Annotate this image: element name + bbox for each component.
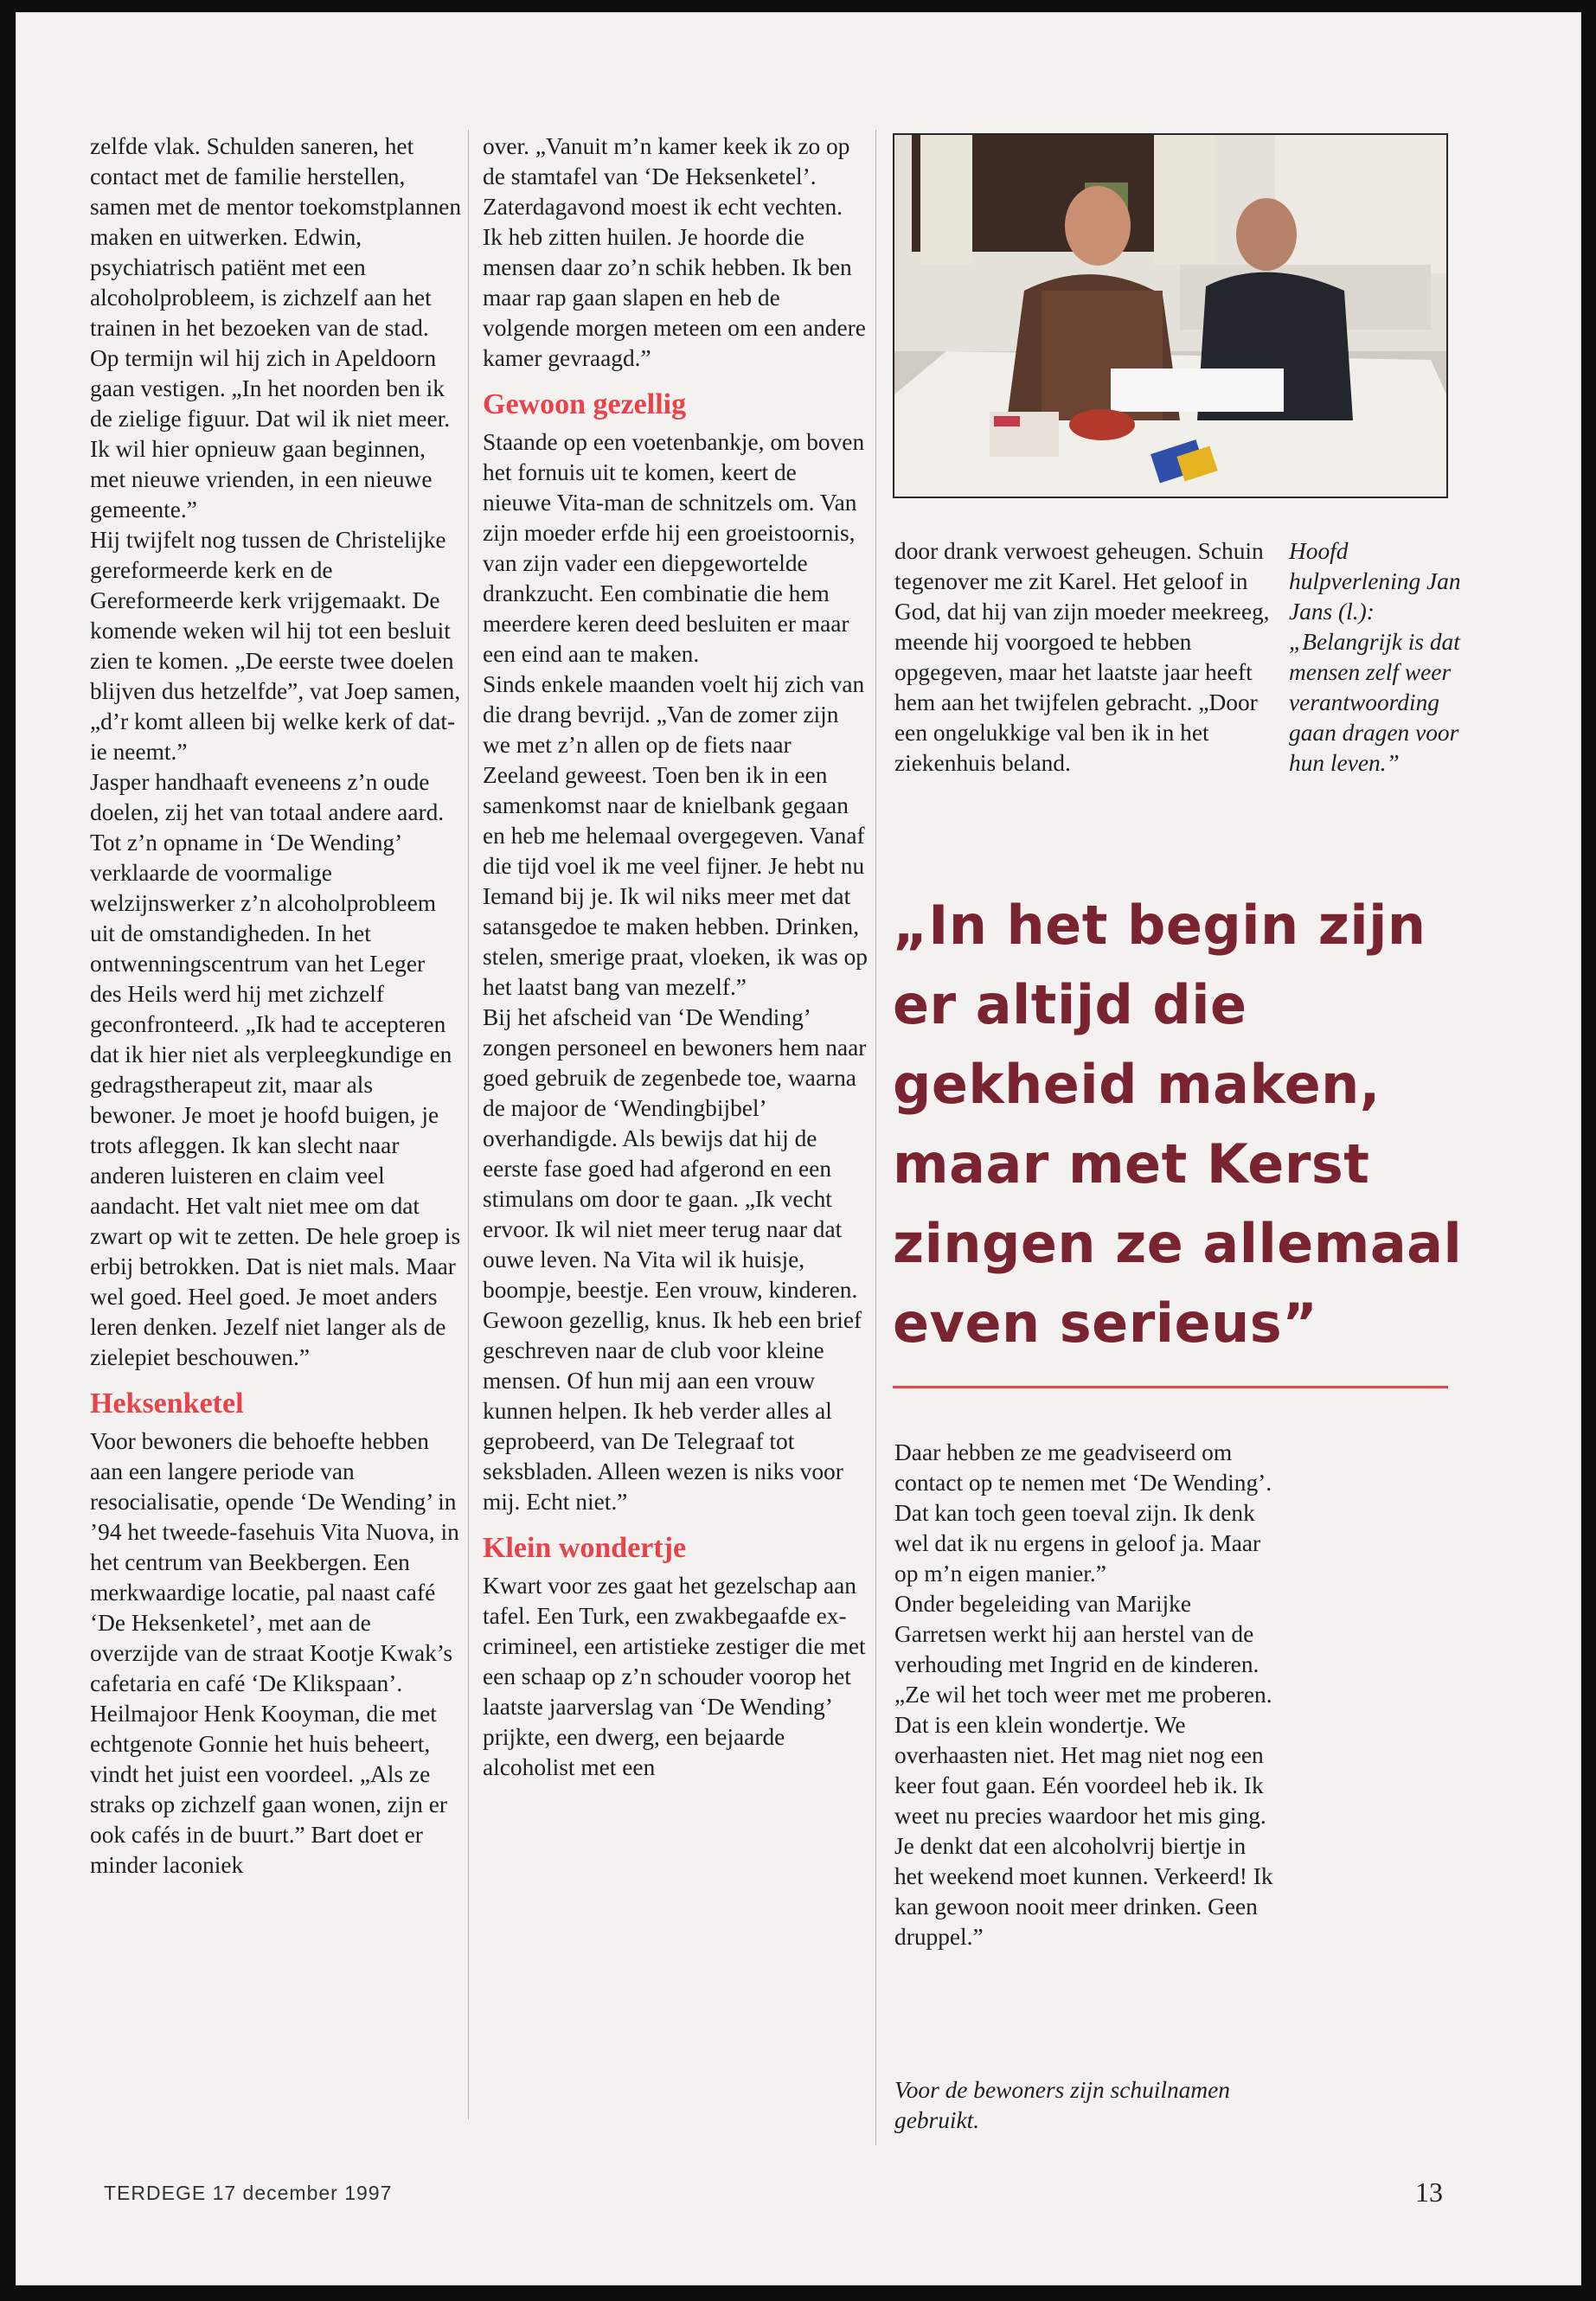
column-divider bbox=[468, 130, 469, 2119]
paragraph: Onder begeleiding van Marijke Garretsen werkt hij aan herstel van de verhouding met Ingrid en de kinderen. „Ze wil het toch weer met me proberen. Dat is een klein wondertje. We overhaasten niet. Het mag niet nog een keer fout gaan. Eén voordeel heb ik. Ik weet nu precies waardoor het mis ging. Je denkt dat een alcoholvrij biertje in het weekend moet kunnen. Verkeerd! Ik kan gewoon nooit meer drinken. Geen druppel.” bbox=[894, 1591, 1273, 1950]
paragraph: Jasper handhaaft eveneens z’n oude doelen, zij het van totaal andere aard. Tot z’n opname in ‘De Wending’ verklaarde de voormalige welzijnswerker z’n alcoholprobleem uit de omstandigheden. In het ontwenningscentrum van het Leger des Heils werd hij met zichzelf geconfronteerd. „Ik had te accepteren dat ik hier niet als verpleegkundige en gedragstherapeut zit, maar als bewoner. Je moet je hoofd buigen, je trots afleggen. Ik kan slecht naar anderen luisteren en claim veel aandacht. Het valt niet mee om dat zwart op wit te zetten. De hele groep is erbij betrokken. Dat is niet mals. Maar wel goed. Heel goed. Je moet anders leren denken. Jezelf niet langer als de zielepiet beschouwen.” bbox=[90, 769, 461, 1370]
article-column-1 bbox=[90, 131, 462, 1881]
section-heading-heksenketel: Heksenketel bbox=[90, 1388, 244, 1420]
pseudonym-note: Voor de bewoners zijn schuilnamen gebruikt. bbox=[894, 2077, 1231, 2133]
paragraph: door drank verwoest geheugen. Schuin tegenover me zit Karel. Het geloof in God, dat hij van zijn moeder meekreeg, meende hij voorgoed te hebben opgegeven, maar het laatste jaar heeft hem aan het twijfelen gebracht. „Door een ongelukkige val ben ik in het ziekenhuis beland. bbox=[894, 538, 1270, 776]
paragraph: over. „Vanuit m’n kamer keek ik zo op de stamtafel van ‘De Heksenketel’. Zaterdagavond moest ik echt vechten. Ik heb zitten huilen. Je hoorde die mensen daar zo’n schik hebben. Ik ben maar rap gaan slapen en heb de volgende morgen meteen om een andere kamer gevraagd.” bbox=[483, 133, 866, 371]
paragraph: Bij het afscheid van ‘De Wending’ zongen personeel en bewoners hem naar goed gebruik de zegenbede toe, waarna de majoor de ‘Wendingbijbel’ overhandigde. Als bewijs dat hij de eerste fase goed had afgerond en een stimulans om door te gaan. „Ik vecht ervoor. Ik wil niet meer terug naar dat ouwe leven. Na Vita wil ik huisje, boompje, beestje. Een vrouw, kinderen. Gewoon gezellig, knus. Ik heb een brief geschreven naar de club voor kleine mensen. Of hun mij aan een vrouw kunnen helpen. Ik heb verder alles al geprobeerd, van De Telegraaf tot seksbladen. Alleen wezen is niks voor mij. Echt niet.” bbox=[483, 1004, 867, 1515]
paragraph: Voor bewoners die behoefte hebben aan een langere periode van resocialisatie, opende ‘De Wending’ in ’94 het tweede-fasehuis Vita Nuova, in het centrum van Beekbergen. Een merkwaardige locatie, pal naast café ‘De Heksenketel’, met aan de overzijde van de straat Kootje Kwak’s cafetaria en café ‘De Klikspaan’. Heilmajoor Henk Kooyman, die met echtgenote Gonnie het huis beheert, vindt het juist een voordeel. „Als ze straks op zichzelf gaan wonen, zijn er ook cafés in de buurt.” Bart doet er minder laconiek bbox=[90, 1428, 459, 1878]
pull-quote: „In het begin zijn er altijd die gekheid maken, maar met Kerst zingen ze allemaal even serieus” bbox=[893, 894, 1463, 1355]
photo-caption: Hoofd hulpverlening Jan Jans (l.): „Belangrijk is dat mensen zelf weer verantwoording gaan dragen voor hun leven.” bbox=[1289, 538, 1461, 776]
paragraph: Sinds enkele maanden voelt hij zich van die drang bevrijd. „Van de zomer zijn we met z’n allen op de fiets naar Zeeland geweest. Toen ben ik in een samenkomst naar de knielbank gegaan en heb me helemaal overgegeven. Vanaf die tijd voel ik me veel fijner. Je hebt nu Iemand bij je. Ik wil niks meer met dat satansgedoe te maken hebben. Drinken, stelen, smerige praat, vloeken, ik was op het laatst bang van mezelf.” bbox=[483, 671, 868, 1000]
paragraph: zelfde vlak. Schulden saneren, het contact met de familie herstellen, samen met de mentor toekomstplannen maken en uitwerken. Edwin, psychiatrisch patiënt met een alcoholprobleem, is zichzelf aan het trainen in het bezoeken van de stad. Op termijn wil hij zich in Apeldoorn gaan vestigen. „In het noorden ben ik de zielige figuur. Dat wil ik niet meer. Ik wil hier opnieuw gaan beginnen, met nieuwe vrienden, in een nieuwe gemeente.” bbox=[90, 133, 462, 522]
paragraph: Kwart voor zes gaat het gezelschap aan tafel. Een Turk, een zwakbegaafde ex-crimineel, een artistieke zestiger die met een schaap op z’n schouder voorop het laatste jaarverslag van ‘De Wending’ prijkte, een dwerg, een bejaarde alcoholist met een bbox=[483, 1573, 866, 1780]
paragraph: Staande op een voetenbankje, om boven het fornuis uit te komen, keert de nieuwe Vita-man de schnitzels om. Van zijn moeder erfde hij een groeistoornis, van zijn vader een diepgewortelde drankzucht. Een combinatie die hem meerdere keren deed besluiten er maar een eind aan te maken. bbox=[483, 429, 865, 667]
page-number: 13 bbox=[1415, 2176, 1443, 2208]
publication-footer: TERDEGE 17 december 1997 bbox=[104, 2182, 393, 2204]
magazine-page bbox=[16, 12, 1581, 2285]
article-column-3-top bbox=[894, 536, 1275, 779]
article-column-2 bbox=[483, 131, 868, 1783]
article-photo bbox=[893, 133, 1448, 498]
pull-quote-rule bbox=[893, 1386, 1448, 1388]
paragraph: Daar hebben ze me geadviseerd om contact op te nemen met ‘De Wending’. Dat kan toch geen toeval zijn. Ik denk wel dat ik nu ergens in geloof ja. Maar op m’n eigen manier.” bbox=[894, 1439, 1272, 1586]
section-heading-gewoon-gezellig: Gewoon gezellig bbox=[483, 388, 687, 420]
column-divider bbox=[875, 130, 876, 2145]
section-heading-klein-wondertje: Klein wondertje bbox=[483, 1532, 687, 1564]
article-column-3-bottom bbox=[894, 1438, 1275, 1952]
paragraph: Hij twijfelt nog tussen de Christelijke gereformeerde kerk en de Gereformeerde kerk vrijgemaakt. De komende weken wil hij tot een besluit zien te komen. „De eerste twee doelen blijven dus hetzelfde”, vat Joep samen, „d’r komt alleen bij welke kerk of dat-ie neemt.” bbox=[90, 527, 461, 765]
